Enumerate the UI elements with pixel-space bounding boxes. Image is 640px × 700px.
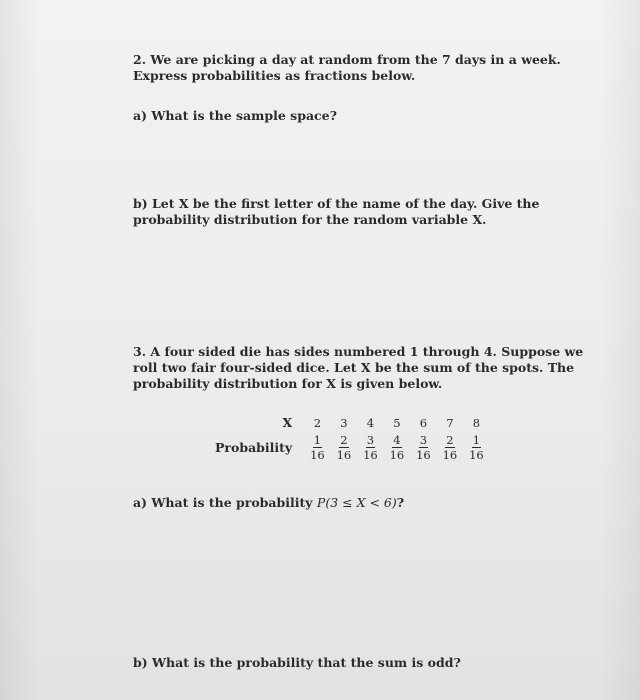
question-2-line-1: 2. We are picking a day at random from the 7 days in a week. [133, 52, 561, 67]
probability-fraction: $\frac{4}{16}$ [389, 433, 405, 462]
probability-fraction: $\frac{3}{16}$ [363, 433, 378, 462]
x-value: 6 [419, 415, 428, 430]
question-3 [133, 344, 584, 392]
probability-fraction: $\frac{3}{16}$ [416, 433, 431, 462]
question-2b [133, 196, 563, 228]
probability-header: Probability [215, 439, 293, 455]
question-3b [133, 655, 563, 671]
probability-expression: P(3 ≤ X < 6) [316, 495, 397, 510]
x-value: 3 [340, 415, 348, 430]
probability-fraction: $\frac{2}{16}$ [336, 433, 352, 462]
question-2b-line-1: b) Let X be the first letter of the name of the day. Give the [133, 196, 540, 211]
question-3b-text: b) What is the probability that the sum is odd? [133, 655, 461, 670]
question-3a [133, 495, 563, 511]
question-3-line-3: probability distribution for X is given below. [133, 376, 443, 391]
question-2a [133, 108, 563, 124]
probability-fraction: $\frac{1}{16}$ [469, 433, 484, 462]
x-value: 4 [366, 415, 375, 430]
question-3a-text: a) What is the probability P(3 ≤ X < 6)? [133, 495, 405, 510]
question-2b-line-2: probability distribution for the random variable X. [133, 212, 487, 227]
question-3-line-1: 3. A four sided die has sides numbered 1 through 4. Suppose we [133, 344, 584, 359]
probability-fraction: $\frac{2}{16}$ [442, 433, 458, 462]
x-header: X [282, 414, 293, 430]
x-value: 7 [446, 415, 454, 430]
question-3-line-2: roll two fair four-sided dice. Let X be the sum of the spots. The [133, 360, 575, 375]
probability-fraction: $\frac{1}{16}$ [310, 433, 325, 462]
question-2-line-2: Express probabilities as fractions below. [133, 68, 416, 83]
x-value: 8 [472, 415, 481, 430]
probability-distribution-table [215, 412, 490, 462]
x-value: 5 [393, 415, 401, 430]
question-2 [133, 52, 563, 84]
question-2a-text: a) What is the sample space? [133, 108, 337, 123]
x-value: 2 [313, 415, 322, 430]
